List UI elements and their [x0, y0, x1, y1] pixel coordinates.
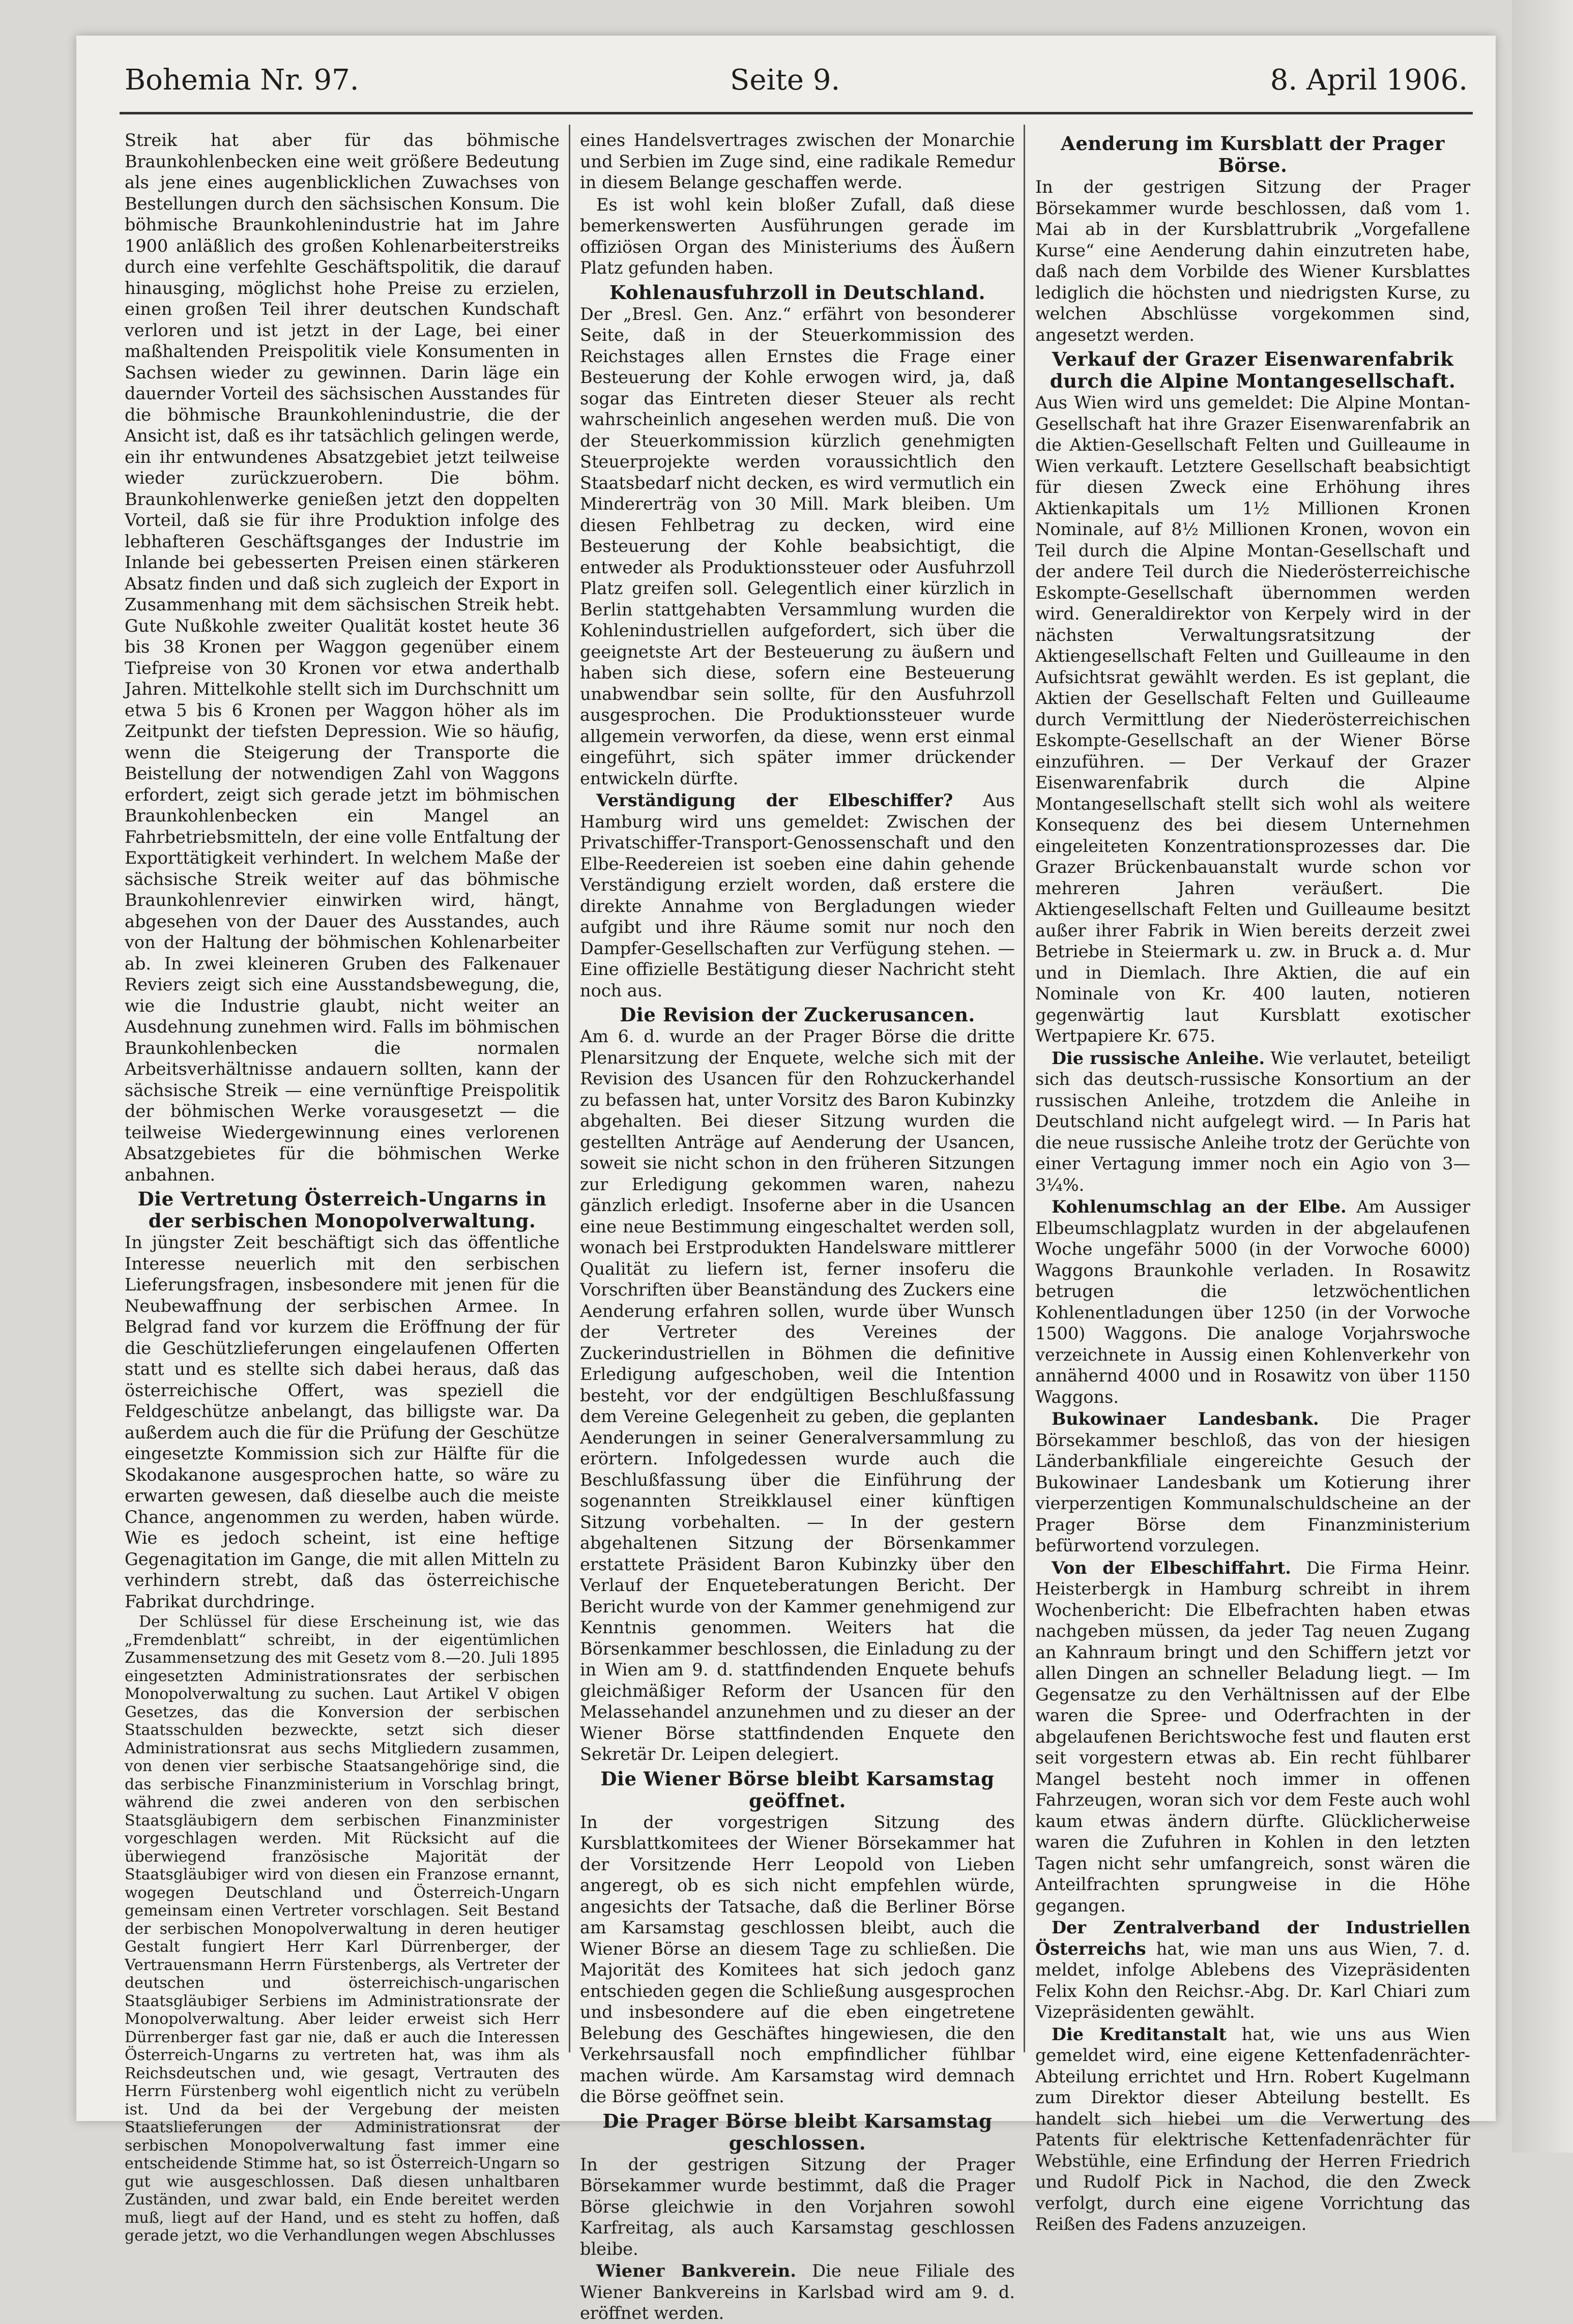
page-header [125, 64, 1468, 104]
article-headline: Bukowinaer Landesbank. [1052, 1409, 1319, 1429]
column-divider-2 [1024, 125, 1025, 2052]
article-text: In der vorgestrigen Sitzung des Kursblattkomitees der Wiener Börsekammer hat der Vorsitzende Herr Leopold von Lieben angeregt, ob es sich nicht empfehlen würde, angesichts der Tatsache, daß die Berliner Börse am Karsamstag geschlossen bleibt, auch die Wiener Börse an diesem Tage zu schließen. Die Majorität des Komitees hat sich jedoch ganz entschieden gegen die Schließung ausgesprochen und insbesondere auf die eben eingetretene Belebung des Geschäftes hingewiesen, die den Verkehrsausfall noch empfindlicher fühlbar machen würde. Am Karsamstag wird demnach die Börse geöffnet sein. [580, 1812, 1015, 2106]
column-2 [580, 130, 1015, 2323]
article-headline: Die Revision der Zuckerusancen. [620, 1004, 975, 1026]
header-rule [120, 112, 1473, 114]
article-text: Die neue Filiale des Wiener Bankvereins in Karlsbad wird am 9. d. eröffnet werden. [580, 2261, 1015, 2323]
article-text: Die Prager Börsekammer beschloß, das von der hiesigen Länderbankfiliale eingereichte Gesuch der Bukowinaer Landesbank um Kotierung ihrer vierperzentigen Kommunalschuldscheine an der Prager Börse dem Finanzministerium befürwortend vorzulegen. [1035, 1409, 1470, 1555]
article-text: Die Firma Heinr. Heisterbergk in Hamburg schreibt in ihrem Wochenbericht: Die Elbefrachten haben etwas nachgeben müssen, da jeder Tag neuen Zugang an Kahnraum bringt und den Schiffern jetzt vor allen Dingen an schneller Beladung liegt. — Im Gegensatze zu den Verhältnissen auf der Elbe waren die Spree- und Oderfrachten in der abgelaufenen Berichtswoche fest und flauten erst seit vorgestern etwas ab. Ein recht fühlbarer Mangel besteht noch immer in offenen Fahrzeugen, woran sich vor dem Feste auch wohl kaum etwas ändern dürfte. Glücklicherweise waren die Zufuhren in Kohlen in den letzten Tagen nicht sehr umfangreich, sonst wären die Anteilfrachten sprungweise in die Höhe gegangen. [1035, 1557, 1470, 1916]
article-headline: Von der Elbeschiffahrt. [1052, 1557, 1291, 1578]
article-text: Aus Hamburg wird uns gemeldet: Zwischen der Privatschiffer-Transport-Genossenschaft und den Elbe-Reedereien ist soeben eine dahin gehende Verständigung erzielt worden, daß erstere die direkte Annahme von Bergladungen wieder aufgibt und ihre Räume somit nur noch den Dampfer-Gesellschaften zur Verfügung stehen. — Eine offizielle Bestätigung dieser Nachricht steht noch aus. [580, 790, 1015, 1001]
article-headline: Wiener Bankverein. [596, 2261, 796, 2281]
article-text: In der gestrigen Sitzung der Prager Börsekammer wurde bestimmt, daß die Prager Börse gleichwie in den Vorjahren sowohl Karfreitag, als auch Karsamstag geschlossen bleibe. [580, 2154, 1015, 2259]
article-text: eines Handelsvertrages zwischen der Monarchie und Serbien im Zuge sind, eine radikale Remedur in diesem Belange geschaffen werde. [580, 130, 1015, 192]
article-headline: Kohlenumschlag an der Elbe. [1052, 1197, 1347, 1217]
header-date: 8. April 1906. [1270, 64, 1468, 97]
article-headline: Die Prager Börse bleibt Karsamstag geschlossen. [602, 2109, 993, 2154]
column-divider-1 [569, 125, 570, 2052]
header-publication: Bohemia Nr. 97. [125, 64, 359, 97]
article-text: Am 6. d. wurde an der Prager Börse die dritte Plenarsitzung der Enquete, welche sich mit der Revision des Usancen für den Rohzuckerhandel zu befassen hat, unter Vorsitz des Baron Kubinzky abgehalten. Bei dieser Sitzung wurden die gestellten Anträge auf Aenderung der Usancen, soweit sie nicht schon in den früheren Sitzungen zur Erledigung gekommen waren, nahezu gänzlich erledigt. Insoferne aber in die Usancen eine neue Bestimmung eingeschaltet werden soll, wonach bei Erstprodukten Handelsware mittlerer Qualität zu liefern ist, ferner insoferu die Vorschriften über Beanständung des Zuckers eine Aenderung erfahren sollen, wurde über Wunsch der Vertreter des Vereines der Zuckerindustriellen in Böhmen die definitive Erledigung aufgeschoben, weil die Intention besteht, vor der endgültigen Beschlußfassung dem Vereine Gelegenheit zu geben, die geplanten Aenderungen in seiner Generalversammlung zu erörtern. Infolgedessen wurde auch die Beschlußfassung über die Einführung der sogenannten Streikklausel einer künftigen Sitzung vorbehalten. — In der gestern abgehaltenen Sitzung der Börsenkammer erstattete Präsident Baron Kubinzky über den Verlauf der Enqueteberatungen Bericht. Der Bericht wurde von der Kammer genehmigend zur Kenntnis genommen. Weiters hat die Börsenkammer beschlossen, die Einladung zu der in Wien am 9. d. stattfindenden Enquete behufs gleichmäßiger Reform der Usancen für den Melassehandel anzunehmen und zu dieser an der Wiener Börse stattfindenden Enquete den Sekretär Dr. Leipen delegiert. [580, 1026, 1015, 1764]
article-headline: Die russische Anleihe. [1052, 1048, 1265, 1068]
article-text: Der Schlüssel für diese Erscheinung ist, wie das „Fremdenblatt“ schreibt, in der eigentümlichen Zusammensetzung des mit Gesetz vom 8.—20. Juli 1895 eingesetzten Administrationsrates der serbischen Monopolverwaltung zu suchen. Laut Artikel V obigen Gesetzes, das die Konversion der serbischen Staatsschulden bezweckte, setzt sich dieser Administrationsrat aus sechs Mitgliedern zusammen, von denen vier serbische Staatsangehörige sind, die das serbische Finanzministerium in Vorschlag bringt, während die zwei anderen von den serbischen Staatsgläubigern dem serbischen Finanzminister vorgeschlagen werden. Mit Rücksicht auf die überwiegend französische Majorität der Staatsgläubiger wird von diesen ein Franzose ernannt, wogegen Deutschland und Österreich-Ungarn gemeinsam einen Vertreter vorschlagen. Seit Bestand der serbischen Monopolverwaltung in deren heutiger Gestalt fungiert Herr Karl Dürrenberger, der Vertrauensmann Herrn Fürstenbergs, als Vertreter der deutschen und österreichisch-ungarischen Staatsgläubiger Serbiens im Administrationsrate der Monopolverwaltung. Aber leider erweist sich Herr Dürrenberger fast gar nie, daß er auch die Interessen Österreich-Ungarns zu vertreten hat, was ihm als Reichsdeutschen und, wie gesagt, Vertrauten des Herrn Fürstenberg wohl eigentlich nicht zu verübeln ist. Und da bei der Vergebung der meisten Staatslieferungen der Administrationsrat der serbischen Monopolverwaltung fast immer eine entscheidende Stimme hat, so ist Österreich-Ungarn so gut wie ausgeschlossen. Daß diesen unhaltbaren Zuständen, und zwar bald, ein Ende bereitet werden muß, liegt auf der Hand, und es steht zu hoffen, daß gerade jetzt, wo die Verhandlungen wegen Abschlusses [125, 1613, 560, 2245]
article-headline: Verkauf der Grazer Eisenwarenfabrik durch die Alpine Montangesellschaft. [1050, 348, 1456, 392]
article-text: Aus Wien wird uns gemeldet: Die Alpine Montan-Gesellschaft hat ihre Grazer Eisenwarenfabrik an die Aktien-Gesellschaft Felten und Guilleaume in Wien verkauft. Letztere Gesellschaft beabsichtigt für diesen Zweck eine Erhöhung ihres Aktienkapitals um 1½ Millionen Kronen Nominale, auf 8½ Millionen Kronen, wovon ein Teil durch die Alpine Montan-Gesellschaft und der andere Teil durch die Niederösterreichische Eskompte-Gesellschaft übernommen werden wird. Generaldirektor von Kerpely wird in der nächsten Verwaltungsratsitzung der Aktiengesellschaft Felten und Guilleaume in den Aufsichtsrat gewählt werden. Es ist geplant, die Aktien der Gesellschaft Felten und Guilleaume durch Vermittlung der Niederösterreichischen Eskompte-Gesellschaft an der Wiener Börse einzuführen. — Der Verkauf der Grazer Eisenwarenfabrik durch die Alpine Montangesellschaft stellt sich wohl als weitere Konsequenz des bei diesem Unternehmen eingeleiteten Konzentrationsprozesses dar. Die Grazer Brückenbauanstalt wurde schon vor mehreren Jahren veräußert. Die Aktiengesellschaft Felten und Guilleaume besitzt außer ihrer Fabrik in Wien bereits derzeit zwei Betriebe in Steiermark u. zw. in Bruck a. d. Mur und in Diemlach. Ihre Aktien, die auf ein Nominale von Kr. 400 lauten, notieren gegenwärtig laut Kursblatt exotischer Wertpapiere Kr. 675. [1035, 393, 1470, 1046]
article-headline: Die Vertretung Österreich-Ungarns in der serbischen Monopolverwaltung. [137, 1188, 547, 1232]
header-page-number: Seite 9. [730, 64, 840, 97]
article-headline: Der Zentralverband der Industriellen Österreichs [1035, 1918, 1470, 1959]
article-headline: Aenderung im Kursblatt der Prager Börse. [1061, 132, 1445, 176]
article-text: hat, wie man uns aus Wien, 7. d. meldet, infolge Ablebens des Vizepräsidenten Felix Kohn den Reichsr.-Abg. Dr. Karl Chiari zum Vizepräsidenten gewählt. [1035, 1938, 1470, 2022]
article-text: Es ist wohl kein bloßer Zufall, daß diese bemerkenswerten Ausführungen gerade im offiziösen Organ des Ministeriums des Äußern Platz gefunden haben. [580, 194, 1015, 278]
article-headline: Die Wiener Börse bleibt Karsamstag geöffnet. [600, 1767, 995, 1812]
column-3 [1035, 130, 1470, 2234]
newspaper-page [76, 36, 1496, 2323]
article-headline: Kohlenausfuhrzoll in Deutschland. [609, 281, 985, 304]
article-headline: Verständigung der Elbeschiffer? [596, 790, 953, 810]
scan-edge [1512, 0, 1573, 2153]
article-text: In jüngster Zeit beschäftigt sich das öffentliche Interesse neuerlich mit den serbischen Lieferungsfragen, insbesondere mit jenen für die Neubewaffnung der serbischen Armee. In Belgrad fand vor kurzem die Eröffnung der für die Geschützlieferungen eingelaufenen Offerten statt und es stellte sich dabei heraus, daß das österreichische Offert, was speziell die Feldgeschütze anbelangt, das billigste war. Da außerdem auch die für die Prüfung der Geschütze eingesetzte Kommission sich zur Hälfte für die Skodakanone ausgesprochen hatte, so wäre zu erwarten gewesen, daß dieselbe auch die meiste Chance, angenommen zu werden, haben würde. Wie es jedoch scheint, ist eine heftige Gegenagitation im Gange, die mit allen Mitteln zu verhindern strebt, daß das österreichische Fabrikat durchdringe. [125, 1232, 560, 1611]
column-1 [125, 130, 560, 2245]
article-text: hat, wie uns aus Wien gemeldet wird, eine eigene Kettenfadenrächter-Abteilung errichtet und Hrn. Robert Kugelmann zum Direktor dieser Abteilung bestellt. Es handelt sich hiebei um die Verwertung des Patents für elektrische Kettenfadenrächter für Webstühle, eine Erfindung der Herren Friedrich und Rudolf Pick in Nachod, die den Zweck verfolgt, durch eine eigene Vorrichtung das Reißen des Fadens anzuzeigen. [1035, 2024, 1470, 2234]
article-headline: Die Kreditanstalt [1052, 2024, 1227, 2044]
article-text: Streik hat aber für das böhmische Braunkohlenbecken eine weit größere Bedeutung als jene eines augenblicklichen Zuwachses von Bestellungen durch den sächsischen Konsum. Die böhmische Braunkohlenindustrie hat im Jahre 1900 anläßlich des großen Kohlenarbeiterstreiks durch eine verfehlte Geschäftspolitik, die darauf hinausging, möglichst hohe Preise zu erzielen, einen großen Teil ihrer deutschen Kundschaft verloren und ist jetzt in der Lage, bei einer maßhaltenden Preispolitik viele Konsumenten in Sachsen wieder zu gewinnen. Darin läge ein dauernder Vorteil des sächsischen Ausstandes für die böhmische Braunkohlenindustrie, die der Ansicht ist, daß es ihr tatsächlich gelingen werde, ein ihr entwundenes Absatzgebiet jetzt teilweise wieder zurückzuerobern. Die böhm. Braunkohlenwerke genießen jetzt den doppelten Vorteil, daß sie für ihre Produktion infolge des lebhafteren Geschäftsganges der Industrie im Inlande bei gebesserten Preisen einen stärkeren Absatz finden und daß sich zugleich der Export in Zusammenhang mit dem sächsischen Streik hebt. Gute Nußkohle zweiter Qualität kostet heute 36 bis 38 Kronen per Waggon gegenüber einem Tiefpreise von 30 Kronen vor etwa anderthalb Jahren. Mittelkohle stellt sich im Durchschnitt um etwa 5 bis 6 Kronen per Waggon höher als im Zeitpunkt der tiefsten Depression. Wie so häufig, wenn die Steigerung der Transporte die Beistellung der notwendigen Zahl von Waggons erfordert, zeigt sich gerade jetzt im böhmischen Braunkohlenbecken ein Mangel an Fahrbetriebsmitteln, der eine volle Entfaltung der Exporttätigkeit verhindert. In welchem Maße der sächsische Streik weiter auf das böhmische Braunkohlenrevier einwirken wird, hängt, abgesehen von der Dauer des Ausstandes, auch von der Haltung der böhmischen Kohlenarbeiter ab. In zwei kleineren Gruben des Falkenauer Reviers zeigt sich eine Ausstandsbewegung, die, wie die Industrie glaubt, nicht weiter an Ausdehnung zunehmen wird. Falls im böhmischen Braunkohlenbecken die normalen Arbeitsverhältnisse andauern sollten, kann der sächsische Streik — eine vernünftige Preispolitik der böhmischen Werke vorausgesetzt — die teilweise Wiedergewinnung eines verlorenen Absatzgebietes für die böhmischen Werke anbahnen. [125, 130, 560, 1185]
article-text: Der „Bresl. Gen. Anz.“ erfährt von besonderer Seite, daß in der Steuerkommission des Reichstages allen Ernstes die Frage einer Besteuerung der Kohle erwogen wird, ja, daß sogar das Eintreten dieser Steuer als recht wahrscheinlich angesehen werden muß. Die von der Steuerkommission kürzlich genehmigten Steuerprojekte werden voraussichtlich den Staatsbedarf nicht decken, es wird vermutlich ein Mindererträg von 30 Mill. Mark bleiben. Um diesen Fehlbetrag zu decken, wird eine Besteuerung der Kohle beabsichtigt, die entweder als Produktionssteuer oder Ausfuhrzoll Platz greifen soll. Gelegentlich einer kürzlich in Berlin stattgehabten Versammlung wurden die Kohlenindustriellen aufgefordert, sich über die geeignetste Art der Besteuerung zu äußern und haben sich diese, sofern eine Besteuerung unabwendbar sein sollte, für den Ausfuhrzoll ausgesprochen. Die Produktionssteuer wurde allgemein verworfen, da diese, wenn erst einmal eingeführt, sich später immer drückender entwickeln dürfte. [580, 304, 1015, 788]
article-text: In der gestrigen Sitzung der Prager Börsekammer wurde beschlossen, daß vom 1. Mai ab in der Kursblattrubrik „Vorgefallene Kurse“ eine Aenderung dahin einzutreten habe, daß nach dem Vorbilde des Wiener Kursblattes lediglich die höchsten und niedrigsten Kurse, zu welchen Abschlüsse vorgekommen sind, angesetzt werden. [1035, 177, 1470, 345]
article-text: Am Aussiger Elbeumschlagplatz wurden in der abgelaufenen Woche ungefähr 5000 (in der Vorwoche 6000) Waggons Braunkohle verladen. In Rosawitz betrugen die letzwöchentlichen Kohlenentladungen über 1250 (in der Vorwoche 1500) Waggons. Die analoge Vorjahrswoche verzeichnete in Aussig einen Kohlenverkehr von annähernd 4000 und in Rosawitz von über 1150 Waggons. [1035, 1197, 1470, 1407]
article-text: Wie verlautet, beteiligt sich das deutsch-russische Konsortium an der russischen Anleihe, trotzdem die Anleihe in Deutschland nicht aufgelegt wird. — In Paris hat die neue russische Anleihe trotz der Gerüchte von einer Vertagung immer noch ein Agio von 3—3¼%. [1035, 1048, 1470, 1195]
